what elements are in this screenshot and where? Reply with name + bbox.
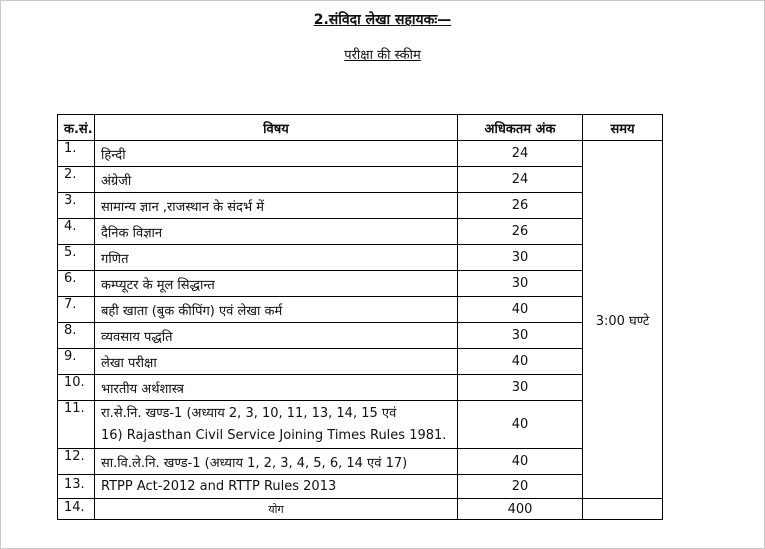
- row-sn: 1.: [58, 141, 95, 167]
- row-sn: 3.: [58, 193, 95, 219]
- table-row: [58, 193, 663, 219]
- page-subtitle: परीक्षा की स्कीम: [344, 48, 421, 63]
- row-marks: 30: [458, 271, 583, 297]
- header-time: समय: [583, 115, 663, 141]
- table-row: [58, 219, 663, 245]
- exam-scheme-table: [57, 114, 663, 520]
- row-subject: भारतीय अर्थशास्त्र: [95, 375, 458, 401]
- row-subject: लेखा परीक्षा: [95, 349, 458, 375]
- row-subject: दैनिक विज्ञान: [95, 219, 458, 245]
- row-marks: 24: [458, 141, 583, 167]
- row-marks: 30: [458, 245, 583, 271]
- table-row: [58, 167, 663, 193]
- row-subject: बही खाता (बुक कीपिंग) एवं लेखा कर्म: [95, 297, 458, 323]
- table-row: [58, 475, 663, 499]
- row-marks: 30: [458, 323, 583, 349]
- table-row: [58, 271, 663, 297]
- row-subject: अंग्रेजी: [95, 167, 458, 193]
- table-row: [58, 401, 663, 449]
- row-marks: 26: [458, 219, 583, 245]
- row-sn: 9.: [58, 349, 95, 375]
- row-sn: 4.: [58, 219, 95, 245]
- page-title: 2.संविदा लेखा सहायकः—: [313, 12, 452, 28]
- row-sn: 5.: [58, 245, 95, 271]
- table-row: [58, 449, 663, 475]
- row-marks: 40: [458, 297, 583, 323]
- row-sn: 8.: [58, 323, 95, 349]
- row-subject: गणित: [95, 245, 458, 271]
- header-subject: विषय: [95, 115, 458, 141]
- row-sn: 13.: [58, 475, 95, 499]
- row-sn: 11.: [58, 401, 95, 449]
- row-sn: 7.: [58, 297, 95, 323]
- table-row: [58, 297, 663, 323]
- row-sn: 12.: [58, 449, 95, 475]
- row-subject: व्यवसाय पद्धति: [95, 323, 458, 349]
- row-subject: RTPP Act-2012 and RTTP Rules 2013: [95, 475, 458, 499]
- row-marks: 30: [458, 375, 583, 401]
- row-subject: सामान्य ज्ञान ,राजस्थान के संदर्भ में: [95, 193, 458, 219]
- total-time-empty: [583, 499, 663, 520]
- table-row: [58, 323, 663, 349]
- table-row: [58, 349, 663, 375]
- table-row: [58, 245, 663, 271]
- table-header-row: [58, 115, 663, 141]
- row-sn: 2.: [58, 167, 95, 193]
- header-sn: क.सं.: [58, 115, 95, 141]
- row-subject: हिन्दी: [95, 141, 458, 167]
- row-subject-line1: रा.से.नि. खण्ड-1 (अध्याय 2, 3, 10, 11, 13, 14, 15 एवं: [101, 405, 397, 421]
- row-subject: सा.वि.ले.नि. खण्ड-1 (अध्याय 1, 2, 3, 4, 5, 6, 14 एवं 17): [95, 449, 458, 475]
- table-row: [58, 141, 663, 167]
- row-subject: [95, 401, 458, 449]
- header-max-marks: अधिकतम अंक: [458, 115, 583, 141]
- total-marks: 400: [458, 499, 583, 520]
- row-sn: 6.: [58, 271, 95, 297]
- total-row: [58, 499, 663, 520]
- total-sn: 14.: [58, 499, 95, 520]
- row-subject-line2: 16) Rajasthan Civil Service Joining Times Rules 1981.: [101, 427, 447, 443]
- row-marks: 20: [458, 475, 583, 499]
- time-cell: 3:00 घण्टे: [583, 141, 663, 499]
- row-marks: 24: [458, 167, 583, 193]
- row-marks: 40: [458, 401, 583, 449]
- total-label: योग: [95, 499, 458, 520]
- row-marks: 26: [458, 193, 583, 219]
- row-subject: कम्प्यूटर के मूल सिद्धान्त: [95, 271, 458, 297]
- table-row: [58, 375, 663, 401]
- row-sn: 10.: [58, 375, 95, 401]
- row-marks: 40: [458, 349, 583, 375]
- row-marks: 40: [458, 449, 583, 475]
